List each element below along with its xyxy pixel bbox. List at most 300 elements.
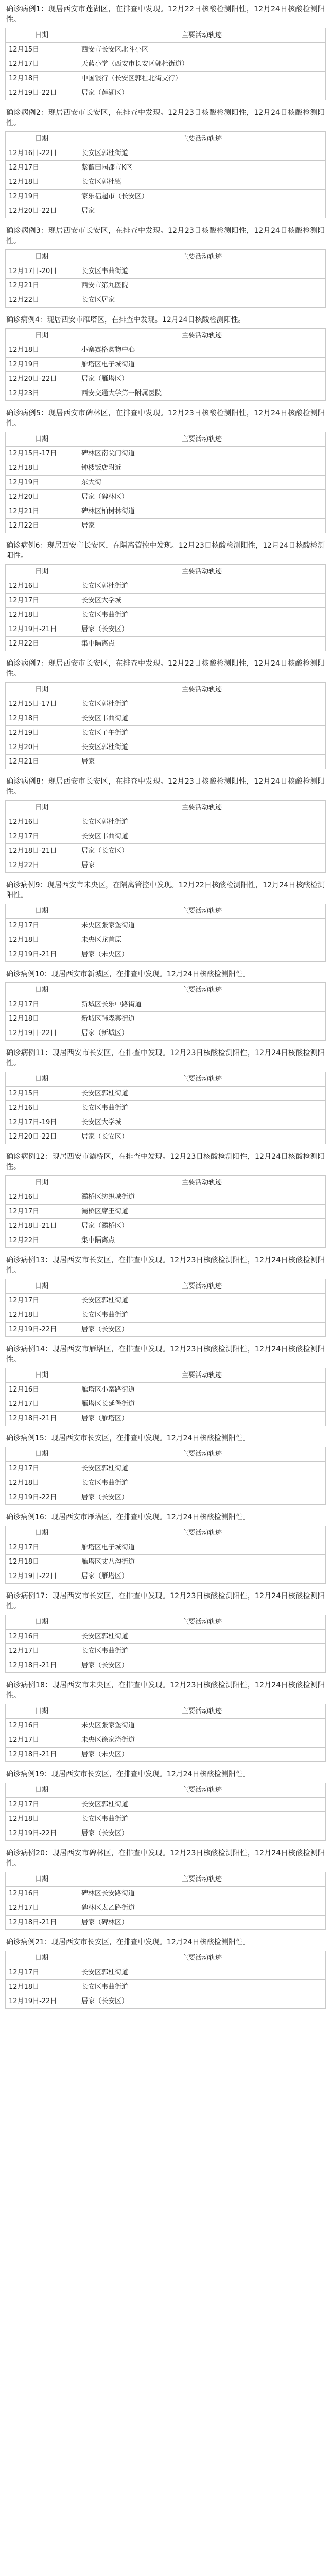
table-row	[6, 1658, 326, 1673]
track-cell: 长安区韦曲街道	[78, 829, 326, 844]
track-cell: 集中隔离点	[78, 637, 326, 651]
date-cell: 12月18日-21日	[6, 1916, 78, 1930]
track-cell: 居家（长安区）	[78, 1130, 326, 1144]
table-header-row	[6, 432, 326, 447]
table-row	[6, 711, 326, 726]
activity-table	[5, 1526, 326, 1584]
date-header: 日期	[6, 1447, 78, 1462]
date-cell: 12月16日	[6, 1630, 78, 1644]
table-row	[6, 622, 326, 637]
date-cell: 12月17日-20日	[6, 264, 78, 279]
track-header: 主要活动轨迹	[78, 28, 326, 43]
track-cell: 未央区张家堡街道	[78, 1719, 326, 1733]
date-cell: 12月15日-17日	[6, 447, 78, 461]
case-description: 确诊病例9：现居西安市未央区，在隔离管控中发现。12月22日核酸检测阳性，12月24日核酸检测阳性。	[6, 881, 325, 900]
date-cell: 12月18日	[6, 461, 78, 476]
track-cell: 雁塔区丈八沟街道	[78, 1555, 326, 1569]
date-cell: 12月18日	[6, 72, 78, 86]
track-cell: 长安区居家	[78, 293, 326, 308]
track-cell: 长安区郭杜街道	[78, 1965, 326, 1980]
track-cell: 长安区郭杜街道	[78, 815, 326, 829]
track-cell: 长安区大学城	[78, 1115, 326, 1130]
date-cell: 12月17日	[6, 1462, 78, 1476]
table-row	[6, 1980, 326, 1994]
date-cell: 12月18日-21日	[6, 1658, 78, 1673]
table-row	[6, 86, 326, 100]
track-cell: 居家（长安区）	[78, 844, 326, 858]
table-header-row	[6, 904, 326, 919]
table-row	[6, 697, 326, 711]
table-row	[6, 755, 326, 769]
table-row	[6, 579, 326, 594]
track-cell: 居家（长安区）	[78, 1490, 326, 1505]
track-cell: 居家（长安区）	[78, 1658, 326, 1673]
track-cell: 居家（雁塔区）	[78, 1569, 326, 1584]
date-cell: 12月18日	[6, 608, 78, 622]
table-row	[6, 1323, 326, 1337]
date-header: 日期	[6, 250, 78, 264]
date-cell: 12月18日-21日	[6, 1412, 78, 1426]
table-row	[6, 43, 326, 57]
track-cell: 天蓝小学（西安市长安区郭杜街道）	[78, 57, 326, 72]
table-row	[6, 1965, 326, 1980]
table-row	[6, 947, 326, 962]
table-row	[6, 190, 326, 204]
date-cell: 12月17日	[6, 1965, 78, 1980]
table-row	[6, 1826, 326, 1841]
table-row	[6, 726, 326, 740]
table-header-row	[6, 28, 326, 43]
date-header: 日期	[6, 28, 78, 43]
table-row	[6, 1994, 326, 2009]
case-description: 确诊病例8：现居西安市长安区，在排查中发现。12月23日核酸检测阳性，12月24日核酸检测阳性。	[6, 777, 325, 796]
track-cell: 居家	[78, 858, 326, 873]
date-cell: 12月16日	[6, 1887, 78, 1901]
table-row	[6, 72, 326, 86]
track-cell: 雁塔区长延堡街道	[78, 1397, 326, 1412]
track-header: 主要活动轨迹	[78, 1526, 326, 1540]
case-description: 确诊病例11：现居西安市长安区，在排查中发现。12月23日核酸检测阳性，12月24日核酸检测阳性。	[6, 1049, 325, 1067]
case-description: 确诊病例4：现居西安市雁塔区，在排查中发现。12月24日核酸检测阳性。	[6, 316, 246, 324]
date-cell: 12月19日-22日	[6, 1323, 78, 1337]
track-header: 主要活动轨迹	[78, 904, 326, 919]
date-cell: 12月18日	[6, 1980, 78, 1994]
table-row	[6, 1383, 326, 1397]
date-header: 日期	[6, 1951, 78, 1965]
track-cell: 碑林区南院门街道	[78, 447, 326, 461]
table-row	[6, 1130, 326, 1144]
date-header: 日期	[6, 801, 78, 815]
date-cell: 12月17日	[6, 594, 78, 608]
table-row	[6, 1569, 326, 1584]
activity-table	[5, 249, 326, 308]
date-cell: 12月18日	[6, 343, 78, 358]
table-row	[6, 1026, 326, 1041]
case-description: 确诊病例16：现居西安市雁塔区，在排查中发现。12月24日核酸检测阳性。	[6, 1513, 250, 1521]
date-cell: 12月19日	[6, 358, 78, 372]
date-cell: 12月16日-22日	[6, 146, 78, 161]
track-cell: 未央区龙首原	[78, 933, 326, 947]
table-header-row	[6, 801, 326, 815]
track-cell: 居家（雁塔区）	[78, 372, 326, 386]
table-row	[6, 1540, 326, 1555]
table-row	[6, 519, 326, 533]
activity-table	[5, 564, 326, 651]
table-header-row	[6, 1615, 326, 1630]
table-row	[6, 1798, 326, 1812]
date-header: 日期	[6, 329, 78, 343]
table-row	[6, 461, 326, 476]
track-cell: 长安区郭杜镇	[78, 175, 326, 190]
table-row	[6, 1476, 326, 1490]
track-cell: 居家（新城区）	[78, 1026, 326, 1041]
date-cell: 12月17日	[6, 1540, 78, 1555]
table-row	[6, 829, 326, 844]
track-cell: 居家（长安区）	[78, 1994, 326, 2009]
activity-table	[5, 131, 326, 218]
track-header: 主要活动轨迹	[78, 1072, 326, 1087]
date-header: 日期	[6, 983, 78, 997]
case-description: 确诊病例1：现居西安市莲湖区，在排查中发现。12月22日核酸检测阳性，12月24日核酸检测阳性。	[6, 5, 325, 24]
track-cell: 居家	[78, 755, 326, 769]
table-row	[6, 815, 326, 829]
track-cell: 长安区子午街道	[78, 726, 326, 740]
activity-table	[5, 1951, 326, 2009]
date-cell: 12月20日	[6, 490, 78, 504]
table-row	[6, 476, 326, 490]
date-cell: 12月22日	[6, 858, 78, 873]
table-row	[6, 1397, 326, 1412]
case-description: 确诊病例7：现居西安市长安区，在排查中发现。12月22日核酸检测阳性，12月24日核酸检测阳性。	[6, 659, 325, 678]
date-cell: 12月19日-22日	[6, 1994, 78, 2009]
track-cell: 长安区韦曲街道	[78, 1476, 326, 1490]
date-cell: 12月17日	[6, 829, 78, 844]
table-header-row	[6, 565, 326, 579]
table-row	[6, 858, 326, 873]
table-row	[6, 1887, 326, 1901]
date-cell: 12月19日-21日	[6, 622, 78, 637]
activity-table	[5, 1783, 326, 1841]
date-cell: 12月17日	[6, 1733, 78, 1748]
track-header: 主要活动轨迹	[78, 250, 326, 264]
case-description: 确诊病例6：现居西安市长安区，在隔离管控中发现。12月23日核酸检测阳性，12月24日核酸检测阳性。	[6, 541, 325, 560]
date-cell: 12月17日	[6, 1901, 78, 1916]
activity-table	[5, 1615, 326, 1673]
track-header: 主要活动轨迹	[78, 565, 326, 579]
date-cell: 12月22日	[6, 637, 78, 651]
table-row	[6, 175, 326, 190]
track-cell: 居家（长安区）	[78, 622, 326, 637]
case-description: 确诊病例21：现居西安市长安区，在排查中发现。12月24日核酸检测阳性。	[6, 1938, 250, 1946]
track-cell: 灞桥区纺织城街道	[78, 1190, 326, 1205]
track-cell: 紫薇田园都市K区	[78, 161, 326, 175]
table-row	[6, 1087, 326, 1101]
case-description: 确诊病例14：现居西安市雁塔区，在排查中发现。12月23日核酸检测阳性，12月24日核酸检测阳性。	[6, 1345, 325, 1364]
date-cell: 12月18日	[6, 1476, 78, 1490]
track-cell: 西安市长安区北斗小区	[78, 43, 326, 57]
track-header: 主要活动轨迹	[78, 1704, 326, 1719]
table-row	[6, 1205, 326, 1219]
track-cell: 长安区韦曲街道	[78, 264, 326, 279]
date-cell: 12月18日-21日	[6, 1219, 78, 1233]
date-cell: 12月19日-22日	[6, 1490, 78, 1505]
activity-table	[5, 982, 326, 1041]
date-cell: 12月18日	[6, 1555, 78, 1569]
table-row	[6, 386, 326, 401]
activity-table	[5, 904, 326, 962]
date-cell: 12月22日	[6, 293, 78, 308]
track-header: 主要活动轨迹	[78, 329, 326, 343]
date-cell: 12月19日-22日	[6, 1569, 78, 1584]
date-cell: 12月21日	[6, 755, 78, 769]
track-header: 主要活动轨迹	[78, 1783, 326, 1798]
case-description: 确诊病例20：现居西安市碑林区，在排查中发现。12月23日核酸检测阳性，12月24日核酸检测阳性。	[6, 1849, 325, 1868]
track-cell: 居家（长安区）	[78, 1826, 326, 1841]
date-cell: 12月17日	[6, 997, 78, 1012]
table-row	[6, 1308, 326, 1323]
track-cell: 长安区郭杜街道	[78, 1087, 326, 1101]
activity-table	[5, 1175, 326, 1248]
table-header-row	[6, 1951, 326, 1965]
activity-table	[5, 328, 326, 401]
date-cell: 12月20日	[6, 740, 78, 755]
track-cell: 雁塔区小寨路街道	[78, 1383, 326, 1397]
date-cell: 12月20日-22日	[6, 1130, 78, 1144]
table-row	[6, 1412, 326, 1426]
date-cell: 12月23日	[6, 386, 78, 401]
date-cell: 12月19日	[6, 476, 78, 490]
track-cell: 长安区郭杜街道	[78, 1798, 326, 1812]
table-row	[6, 490, 326, 504]
case-description: 确诊病例12：现居西安市灞桥区，在排查中发现。12月23日核酸检测阳性，12月24日核酸检测阳性。	[6, 1153, 325, 1171]
activity-table	[5, 1447, 326, 1505]
date-cell: 12月17日	[6, 1798, 78, 1812]
date-cell: 12月18日	[6, 933, 78, 947]
date-cell: 12月20日-22日	[6, 204, 78, 218]
track-cell: 长安区韦曲街道	[78, 1101, 326, 1115]
track-cell: 西安市第九医院	[78, 279, 326, 293]
track-cell: 居家	[78, 204, 326, 218]
table-row	[6, 933, 326, 947]
date-cell: 12月16日	[6, 579, 78, 594]
activity-table	[5, 1704, 326, 1762]
table-row	[6, 293, 326, 308]
date-cell: 12月18日	[6, 1812, 78, 1826]
track-cell: 长安区韦曲街道	[78, 711, 326, 726]
date-cell: 12月19日-22日	[6, 1826, 78, 1841]
table-header-row	[6, 329, 326, 343]
date-header: 日期	[6, 1615, 78, 1630]
track-cell: 未央区徐家湾街道	[78, 1733, 326, 1748]
activity-table	[5, 682, 326, 769]
table-row	[6, 358, 326, 372]
date-header: 日期	[6, 1072, 78, 1087]
date-cell: 12月19日-21日	[6, 947, 78, 962]
table-row	[6, 372, 326, 386]
table-row	[6, 1901, 326, 1916]
track-cell: 居家（碑林区）	[78, 490, 326, 504]
track-header: 主要活动轨迹	[78, 1279, 326, 1294]
track-cell: 家乐福超市（长安区）	[78, 190, 326, 204]
table-row	[6, 1115, 326, 1130]
table-row	[6, 57, 326, 72]
track-cell: 长安区郭杜街道	[78, 740, 326, 755]
table-row	[6, 608, 326, 622]
date-cell: 12月19日	[6, 190, 78, 204]
table-row	[6, 1219, 326, 1233]
date-header: 日期	[6, 1176, 78, 1190]
table-header-row	[6, 1872, 326, 1887]
track-cell: 西安交通大学第一附属医院	[78, 386, 326, 401]
table-row	[6, 1101, 326, 1115]
case-description: 确诊病例19：现居西安市长安区，在排查中发现。12月24日核酸检测阳性。	[6, 1770, 250, 1778]
track-header: 主要活动轨迹	[78, 1368, 326, 1383]
table-row	[6, 204, 326, 218]
track-cell: 居家	[78, 519, 326, 533]
activity-table	[5, 1368, 326, 1426]
date-cell: 12月15日	[6, 43, 78, 57]
activity-table	[5, 1279, 326, 1337]
date-cell: 12月18日-21日	[6, 844, 78, 858]
track-cell: 未央区张家堡街道	[78, 919, 326, 933]
track-cell: 碑林区太乙路街道	[78, 1901, 326, 1916]
table-row	[6, 1748, 326, 1762]
date-cell: 12月16日	[6, 1101, 78, 1115]
table-header-row	[6, 983, 326, 997]
date-cell: 12月18日	[6, 175, 78, 190]
track-cell: 长安区郭杜街道	[78, 697, 326, 711]
table-row	[6, 919, 326, 933]
track-cell: 雁塔区电子城街道	[78, 1540, 326, 1555]
track-header: 主要活动轨迹	[78, 1872, 326, 1887]
track-cell: 居家（碑林区）	[78, 1916, 326, 1930]
track-header: 主要活动轨迹	[78, 132, 326, 146]
date-header: 日期	[6, 1872, 78, 1887]
table-row	[6, 447, 326, 461]
case-description: 确诊病例3：现居西安市长安区，在排查中发现。12月23日核酸检测阳性，12月24日核酸检测阳性。	[6, 227, 325, 245]
table-row	[6, 1233, 326, 1248]
track-header: 主要活动轨迹	[78, 801, 326, 815]
table-row	[6, 1719, 326, 1733]
table-row	[6, 264, 326, 279]
track-header: 主要活动轨迹	[78, 1615, 326, 1630]
case-description: 确诊病例17：现居西安市长安区，在排查中发现。12月23日核酸检测阳性，12月24日核酸检测阳性。	[6, 1592, 325, 1611]
date-header: 日期	[6, 904, 78, 919]
track-header: 主要活动轨迹	[78, 1447, 326, 1462]
track-cell: 居家（莲湖区）	[78, 86, 326, 100]
track-cell: 集中隔离点	[78, 1233, 326, 1248]
date-cell: 12月17日	[6, 57, 78, 72]
table-header-row	[6, 1176, 326, 1190]
date-cell: 12月21日	[6, 279, 78, 293]
table-row	[6, 1555, 326, 1569]
table-row	[6, 997, 326, 1012]
track-cell: 居家（未央区）	[78, 947, 326, 962]
table-row	[6, 844, 326, 858]
date-cell: 12月18日-21日	[6, 1748, 78, 1762]
track-cell: 长安区郭杜街道	[78, 1630, 326, 1644]
date-cell: 12月15日	[6, 1087, 78, 1101]
date-cell: 12月17日	[6, 919, 78, 933]
date-cell: 12月18日	[6, 1012, 78, 1026]
table-row	[6, 740, 326, 755]
activity-table	[5, 800, 326, 873]
table-row	[6, 1733, 326, 1748]
activity-table	[5, 1872, 326, 1930]
table-header-row	[6, 1279, 326, 1294]
table-header-row	[6, 1368, 326, 1383]
case-description: 确诊病例13：现居西安市长安区，在排查中发现。12月23日核酸检测阳性，12月24日核酸检测阳性。	[6, 1256, 325, 1275]
table-row	[6, 1812, 326, 1826]
track-cell: 碑林区长安路街道	[78, 1887, 326, 1901]
table-row	[6, 1294, 326, 1308]
case-description: 确诊病例18：现居西安市未央区，在排查中发现。12月23日核酸检测阳性，12月24日核酸检测阳性。	[6, 1681, 325, 1700]
table-header-row	[6, 1072, 326, 1087]
track-cell: 长安区韦曲街道	[78, 608, 326, 622]
table-row	[6, 594, 326, 608]
case-description: 确诊病例15：现居西安市长安区，在排查中发现。12月24日核酸检测阳性。	[6, 1434, 250, 1443]
track-cell: 灞桥区席王街道	[78, 1205, 326, 1219]
date-cell: 12月17日	[6, 1294, 78, 1308]
track-cell: 新城区韩森寨街道	[78, 1012, 326, 1026]
track-cell: 雁塔区电子城街道	[78, 358, 326, 372]
table-row	[6, 279, 326, 293]
table-row	[6, 1462, 326, 1476]
track-cell: 长安区韦曲街道	[78, 1308, 326, 1323]
track-cell: 东大街	[78, 476, 326, 490]
track-cell: 长安区韦曲街道	[78, 1980, 326, 1994]
date-cell: 12月19日	[6, 726, 78, 740]
table-row	[6, 1490, 326, 1505]
date-cell: 12月21日	[6, 504, 78, 519]
date-cell: 12月19日-22日	[6, 1026, 78, 1041]
date-cell: 12月18日	[6, 711, 78, 726]
date-cell: 12月20日-22日	[6, 372, 78, 386]
track-cell: 居家（雁塔区）	[78, 1412, 326, 1426]
table-row	[6, 1012, 326, 1026]
track-cell: 新城区长乐中路街道	[78, 997, 326, 1012]
date-header: 日期	[6, 1368, 78, 1383]
date-cell: 12月17日	[6, 1397, 78, 1412]
track-cell: 长安区郭杜街道	[78, 1462, 326, 1476]
track-cell: 长安区韦曲街道	[78, 1812, 326, 1826]
date-header: 日期	[6, 1783, 78, 1798]
table-row	[6, 1644, 326, 1658]
date-cell: 12月18日	[6, 1308, 78, 1323]
track-header: 主要活动轨迹	[78, 983, 326, 997]
table-header-row	[6, 132, 326, 146]
track-cell: 居家（灞桥区）	[78, 1219, 326, 1233]
date-cell: 12月16日	[6, 1190, 78, 1205]
date-cell: 12月16日	[6, 815, 78, 829]
date-header: 日期	[6, 432, 78, 447]
track-header: 主要活动轨迹	[78, 432, 326, 447]
date-header: 日期	[6, 1279, 78, 1294]
activity-table	[5, 28, 326, 100]
table-row	[6, 161, 326, 175]
track-cell: 碑林区柏树林街道	[78, 504, 326, 519]
date-header: 日期	[6, 1704, 78, 1719]
date-cell: 12月22日	[6, 1233, 78, 1248]
date-cell: 12月15日-17日	[6, 697, 78, 711]
track-cell: 长安区郭杜街道	[78, 1294, 326, 1308]
date-header: 日期	[6, 132, 78, 146]
date-cell: 12月17日	[6, 1205, 78, 1219]
track-cell: 居家（长安区）	[78, 1323, 326, 1337]
date-cell: 12月16日	[6, 1383, 78, 1397]
table-row	[6, 1630, 326, 1644]
case-description: 确诊病例5：现居西安市碑林区，在排查中发现。12月23日核酸检测阳性，12月24日核酸检测阳性。	[6, 409, 325, 428]
